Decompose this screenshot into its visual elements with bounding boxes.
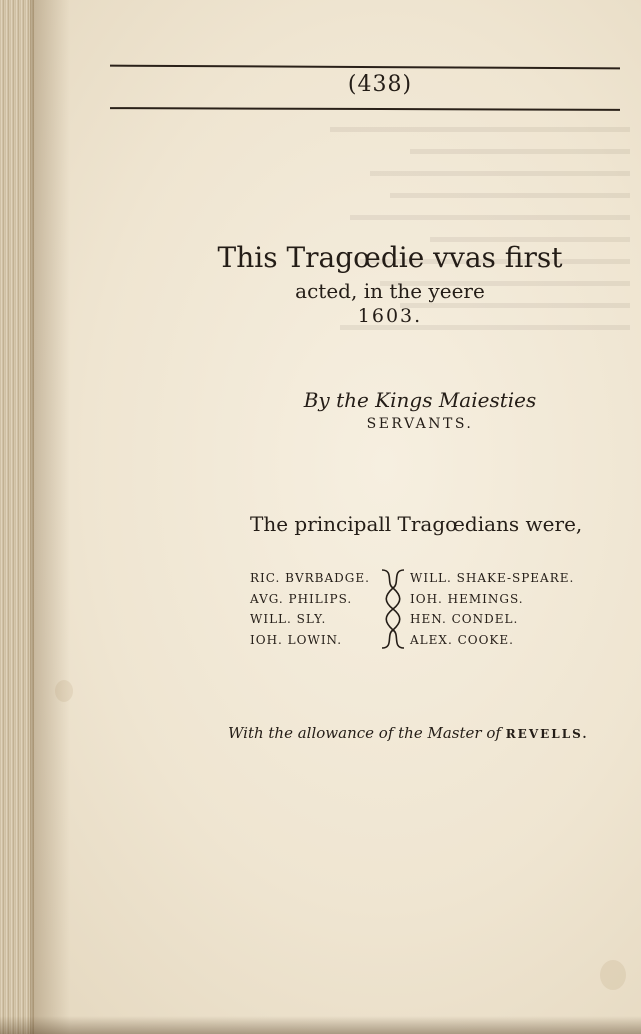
cast-list-right <box>410 568 620 650</box>
cast-name: WILL. SHAKE-SPEARE. <box>410 571 575 585</box>
title-line-2: acted, in the yeere <box>295 279 485 303</box>
page-bottom-edge <box>0 1016 641 1034</box>
title-year: 1603. <box>357 305 423 327</box>
title-block <box>200 240 580 328</box>
cast-name: ALEX. COOKE. <box>410 632 514 647</box>
paper-stain <box>600 960 626 990</box>
page-number: (438) <box>347 72 413 97</box>
cast-name: HEN. CONDEL. <box>410 612 519 626</box>
cast-name: RIC. BVRBADGE. <box>250 571 370 585</box>
allowance-line <box>228 724 628 742</box>
cast-name: IOH. LOWIN. <box>250 632 343 647</box>
performers-servants: SERVANTS. <box>366 416 474 432</box>
cast-name: WILL. SLY. <box>250 612 327 626</box>
header-rule-top <box>110 65 620 69</box>
cast-name: IOH. HEMINGS. <box>410 591 524 606</box>
gutter-shadow <box>30 0 70 1034</box>
cast-heading: The principall Tragœdians were, <box>250 512 583 536</box>
paper-stain <box>55 680 73 702</box>
cast-list-left <box>250 568 380 650</box>
performers-by-line: By the Kings Maiesties <box>303 388 537 412</box>
decorative-brace-icon <box>376 566 410 652</box>
allowance-text: With the allowance of the Master of <box>228 724 501 742</box>
allowance-revells: REVELLS. <box>505 727 589 741</box>
cast-name: AVG. PHILIPS. <box>250 591 353 606</box>
title-line-1: This Tragœdie vvas first <box>217 241 563 274</box>
page-edges <box>0 0 34 1034</box>
